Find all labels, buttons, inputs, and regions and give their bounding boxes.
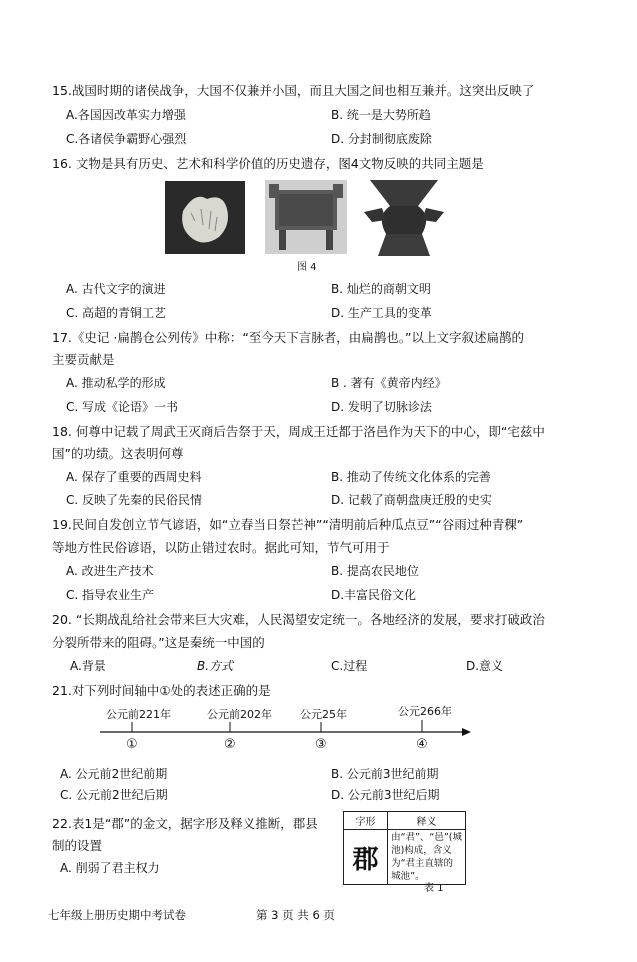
q21-option-c[interactable]: C. 公元前2世纪后期: [60, 788, 168, 802]
q15-option-c[interactable]: C.各诸侯争霸野心强烈: [66, 132, 187, 146]
q15-option-d[interactable]: D. 分封制彻底废除: [331, 132, 432, 146]
table-1: [343, 811, 466, 885]
q15-stem: 15.战国时期的诸侯战争，大国不仅兼并小国，而且大国之间也相互兼并。这突出反映了: [52, 83, 535, 98]
q16-option-d[interactable]: D. 生产工具的变革: [331, 306, 432, 320]
q16-option-b[interactable]: B. 灿烂的商朝文明: [331, 282, 431, 296]
q21-option-d[interactable]: D. 公元前3世纪后期: [331, 788, 440, 802]
q20-stem-line2: 分裂所带来的阻碍。”这是秦统一中国的: [52, 635, 265, 650]
table-header-glyph: 字形: [344, 812, 388, 830]
q19-option-a[interactable]: A. 改进生产技术: [66, 564, 154, 578]
q18-option-c[interactable]: C. 反映了先秦的民俗民情: [66, 493, 203, 507]
q19-stem-line1: 19.民间自发创立节气谚语，如“立春当日祭芒神”“清明前后种瓜点豆”“谷雨过种青稞”: [52, 517, 524, 532]
timeline-label-2: 公元前202年: [207, 708, 272, 721]
table-header-meaning: 释义: [388, 812, 466, 830]
timeline-marker-2: ②: [224, 737, 236, 752]
q20-option-d[interactable]: D.意义: [466, 659, 504, 673]
q16-option-a[interactable]: A. 古代文字的演进: [66, 282, 166, 296]
q20-option-a[interactable]: A.背景: [70, 659, 106, 673]
timeline-label-3: 公元25年: [300, 708, 347, 721]
table-meaning-text: 由“君”、“邑”(城池)构成，含义为“君主直辖的城池”。: [388, 830, 466, 885]
oracle-bone-image: [165, 181, 245, 254]
q17-option-b[interactable]: B . 著有《黄帝内经》: [331, 376, 447, 390]
timeline-label-4: 公元266年: [398, 705, 452, 718]
q18-option-a[interactable]: A. 保存了重要的西周史料: [66, 470, 202, 484]
q22-option-a[interactable]: A. 削弱了君主权力: [60, 861, 160, 875]
q18-stem-line2: 国”的功绩。这表明何尊: [52, 446, 184, 461]
q20-option-c[interactable]: C.过程: [331, 659, 368, 673]
table-glyph-jun: 郡: [344, 830, 388, 885]
q17-option-c[interactable]: C. 写成《论语》一书: [66, 400, 179, 414]
q18-stem-line1: 18. 何尊中记载了周武王灭商后告祭于天，周成王迁都于洛邑作为天下的中心，即“宅兹中: [52, 424, 545, 439]
q19-option-c[interactable]: C. 指导农业生产: [66, 588, 155, 602]
timeline-marker-1: ①: [126, 737, 138, 752]
figure-4-caption: 图 4: [297, 262, 317, 273]
q19-option-b[interactable]: B. 提高农民地位: [331, 564, 419, 578]
timeline-label-1: 公元前221年: [106, 708, 171, 721]
q21-stem: 21.对下列时间轴中①处的表述正确的是: [52, 683, 271, 698]
timeline-marker-3: ③: [315, 737, 327, 752]
q16-stem: 16. 文物是具有历史、艺术和科学价值的历史遗存，图4文物反映的共同主题是: [52, 156, 484, 171]
table-1-caption: 表 1: [424, 883, 444, 894]
bronze-zun-image: [360, 176, 448, 258]
q22-stem-line2: 制的设置: [52, 838, 103, 853]
q17-stem-line1: 17.《史记 ·扁鹊仓公列传》中称：“至今天下言脉者，由扁鹊也。”以上文字叙述扁鹊的: [52, 330, 525, 345]
q16-option-c[interactable]: C. 高超的青铜工艺: [66, 306, 167, 320]
timeline-marker-4: ④: [416, 737, 428, 752]
q18-option-d[interactable]: D. 记载了商朝盘庚迁殷的史实: [331, 493, 492, 507]
q21-option-b[interactable]: B. 公元前3世纪前期: [331, 767, 439, 781]
q15-option-a[interactable]: A.各国因改革实力增强: [66, 108, 186, 122]
q19-stem-line2: 等地方性民俗谚语，以防止错过农时。据此可知，节气可用于: [52, 540, 390, 555]
q17-option-a[interactable]: A. 推动私学的形成: [66, 376, 166, 390]
q18-option-b[interactable]: B. 推动了传统文化体系的完善: [331, 470, 491, 484]
q20-option-b[interactable]: B.方式: [197, 659, 234, 673]
q17-stem-line2: 主要贡献是: [52, 352, 115, 367]
q21-option-a[interactable]: A. 公元前2世纪前期: [60, 767, 168, 781]
q19-option-d[interactable]: D.丰富民俗文化: [331, 588, 417, 602]
q17-option-d[interactable]: D. 发明了切脉诊法: [331, 400, 432, 414]
bronze-ding-image: [265, 180, 347, 254]
q15-option-b[interactable]: B. 统一是大势所趋: [331, 108, 431, 122]
footer-exam-title: 七年级上册历史期中考试卷: [48, 908, 186, 922]
q20-stem-line1: 20. “长期战乱给社会带来巨大灾难，人民渴望安定统一。各地经济的发展，要求打破政治: [52, 612, 545, 627]
footer-page-number: 第 3 页 共 6 页: [256, 908, 335, 922]
q22-stem-line1: 22.表1是“郡”的金文，据字形及释义推断，郡县: [52, 816, 318, 831]
